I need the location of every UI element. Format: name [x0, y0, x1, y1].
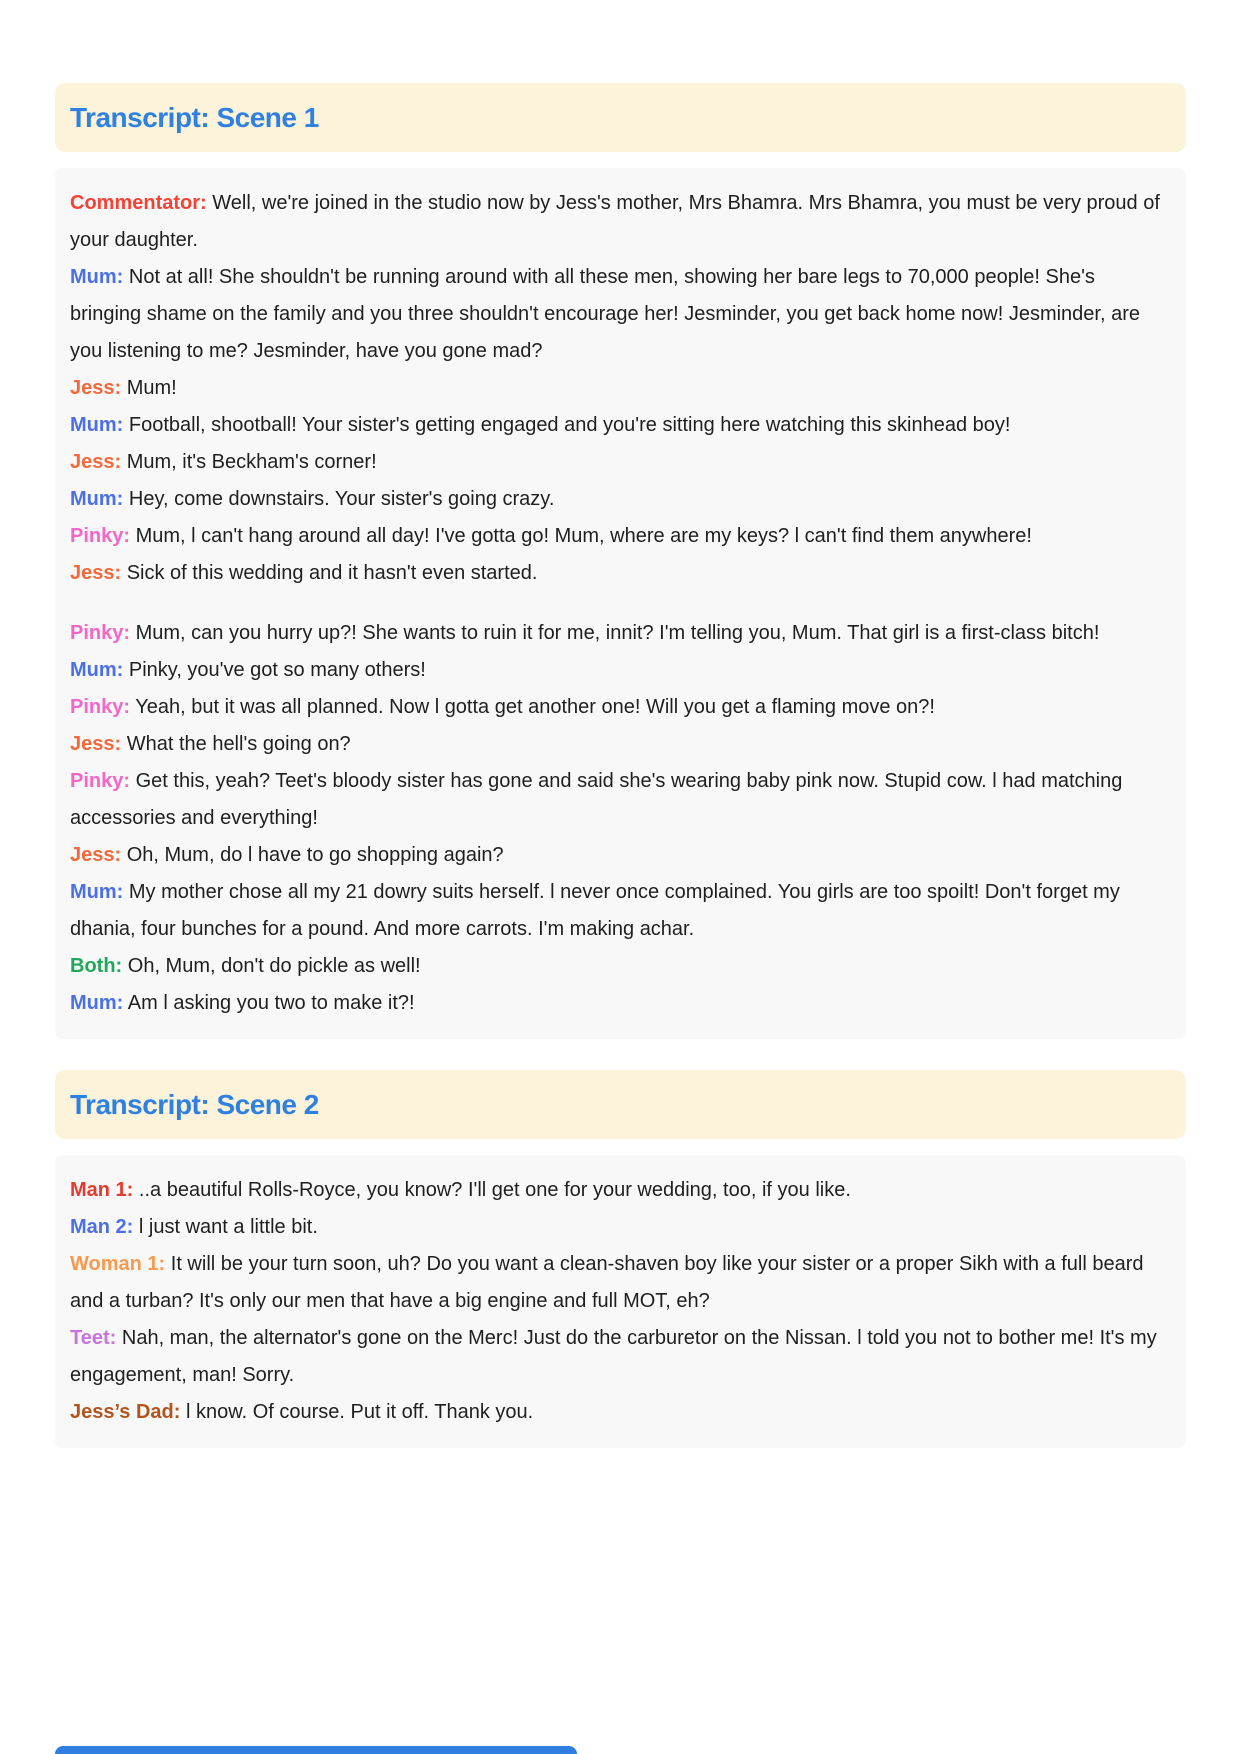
- section-header-scene-1: [55, 83, 1186, 152]
- utterance: [70, 1246, 1171, 1320]
- section-title-scene-2: Transcript: Scene 2: [70, 1089, 319, 1120]
- speaker-label: Pinky:: [70, 622, 131, 644]
- speaker-label: Jess:: [70, 451, 122, 473]
- section-title-scene-1: Transcript: Scene 1: [70, 102, 319, 133]
- speaker-label: Man 1:: [70, 1179, 134, 1201]
- utterance: [70, 1394, 1171, 1431]
- speaker-label: Jess’s Dad:: [70, 1401, 181, 1423]
- utterance: [70, 259, 1171, 370]
- section-header-scene-2: [55, 1070, 1186, 1139]
- utterance: [70, 985, 1171, 1022]
- utterance: [70, 615, 1171, 652]
- utterance-text: Pinky, you've got so many others!: [128, 659, 426, 681]
- utterance-text: Well, we're joined in the studio now by Jess's mother, Mrs Bhamra. Mrs Bhamra, you must be very proud of your daughter.: [70, 192, 1160, 251]
- utterance-text: Nah, man, the alternator's gone on the Merc! Just do the carburetor on the Nissan. l told you not to bother me! It's my engagement, man! Sorry.: [70, 1327, 1157, 1386]
- utterance-text: l just want a little bit.: [138, 1216, 318, 1238]
- utterance-text: Hey, come downstairs. Your sister's going crazy.: [128, 488, 555, 510]
- utterance: [70, 518, 1171, 555]
- utterance-text: Football, shootball! Your sister's getting engaged and you're sitting here watching this skinhead boy!: [128, 414, 1011, 436]
- utterance-text: Mum, l can't hang around all day! I've gotta go! Mum, where are my keys? l can't find them anywhere!: [135, 525, 1032, 547]
- dialogue-paragraph: [70, 1172, 1171, 1431]
- dialogue-paragraph: [70, 185, 1171, 592]
- speaker-label: Mum:: [70, 992, 124, 1014]
- utterance: [70, 185, 1171, 259]
- utterance: [70, 1209, 1171, 1246]
- utterance-text: Get this, yeah? Teet's bloody sister has gone and said she's wearing baby pink now. Stupid cow. l had matching accessories and everything!: [70, 770, 1123, 829]
- utterance-text: My mother chose all my 21 dowry suits herself. l never once complained. You girls are too spoilt! Don't forget my dhania, four bunches for a pound. And more carrots. I'm making achar.: [70, 881, 1120, 940]
- speaker-label: Pinky:: [70, 770, 131, 792]
- utterance: [70, 407, 1171, 444]
- speaker-label: Both:: [70, 955, 123, 977]
- utterance-text: Am l asking you two to make it?!: [127, 992, 415, 1014]
- speaker-label: Teet:: [70, 1327, 117, 1349]
- speaker-label: Mum:: [70, 414, 124, 436]
- utterance: [70, 837, 1171, 874]
- utterance-text: Mum!: [126, 377, 177, 399]
- speaker-label: Commentator:: [70, 192, 207, 214]
- utterance: [70, 874, 1171, 948]
- speaker-label: Man 2:: [70, 1216, 134, 1238]
- dialogue-paragraph: [70, 615, 1171, 1022]
- utterance-text: Oh, Mum, don't do pickle as well!: [127, 955, 421, 977]
- speaker-label: Jess:: [70, 377, 122, 399]
- utterance: [70, 555, 1171, 592]
- utterance: [70, 370, 1171, 407]
- utterance: [70, 726, 1171, 763]
- utterance-text: Sick of this wedding and it hasn't even started.: [126, 562, 538, 584]
- utterance-text: Oh, Mum, do l have to go shopping again?: [126, 844, 504, 866]
- utterance: [70, 689, 1171, 726]
- section-scene-2: [55, 1070, 1186, 1448]
- speaker-label: Jess:: [70, 562, 122, 584]
- speaker-label: Mum:: [70, 266, 124, 288]
- speaker-label: Pinky:: [70, 525, 131, 547]
- utterance: [70, 652, 1171, 689]
- speaker-label: Woman 1:: [70, 1253, 166, 1275]
- utterance: [70, 1172, 1171, 1209]
- utterance-text: l know. Of course. Put it off. Thank you.: [186, 1401, 534, 1423]
- speaker-label: Jess:: [70, 733, 122, 755]
- utterance-text: Yeah, but it was all planned. Now l gotta get another one! Will you get a flaming move on?!: [135, 696, 935, 718]
- section-scene-1: [55, 83, 1186, 1039]
- speaker-label: Mum:: [70, 659, 124, 681]
- utterance-text: It will be your turn soon, uh? Do you want a clean-shaven boy like your sister or a proper Sikh with a full beard and a turban? It's only our men that have a big engine and full MOT, eh?: [70, 1253, 1144, 1312]
- utterance-text: Not at all! She shouldn't be running around with all these men, showing her bare legs to 70,000 people! She's bringing shame on the family and you three shouldn't encourage her! Jesminder, you get back home now! Jesminder, are you listening to me? Jesminder, have you gone mad?: [70, 266, 1140, 362]
- utterance-text: Mum, it's Beckham's corner!: [126, 451, 377, 473]
- speaker-label: Pinky:: [70, 696, 131, 718]
- speaker-label: Jess:: [70, 844, 122, 866]
- utterance: [70, 1320, 1171, 1394]
- utterance: [70, 948, 1171, 985]
- utterance: [70, 763, 1171, 837]
- utterance-text: Mum, can you hurry up?! She wants to ruin it for me, innit? I'm telling you, Mum. That girl is a first-class bitch!: [135, 622, 1100, 644]
- utterance: [70, 481, 1171, 518]
- transcript-panel-scene-1: [55, 168, 1186, 1039]
- transcript-panel-scene-2: [55, 1155, 1186, 1448]
- cutoff-next-section-peek: [55, 1746, 577, 1754]
- utterance: [70, 444, 1171, 481]
- speaker-label: Mum:: [70, 881, 124, 903]
- utterance-text: What the hell's going on?: [126, 733, 351, 755]
- utterance-text: ..a beautiful Rolls-Royce, you know? I'll get one for your wedding, too, if you like.: [138, 1179, 851, 1201]
- speaker-label: Mum:: [70, 488, 124, 510]
